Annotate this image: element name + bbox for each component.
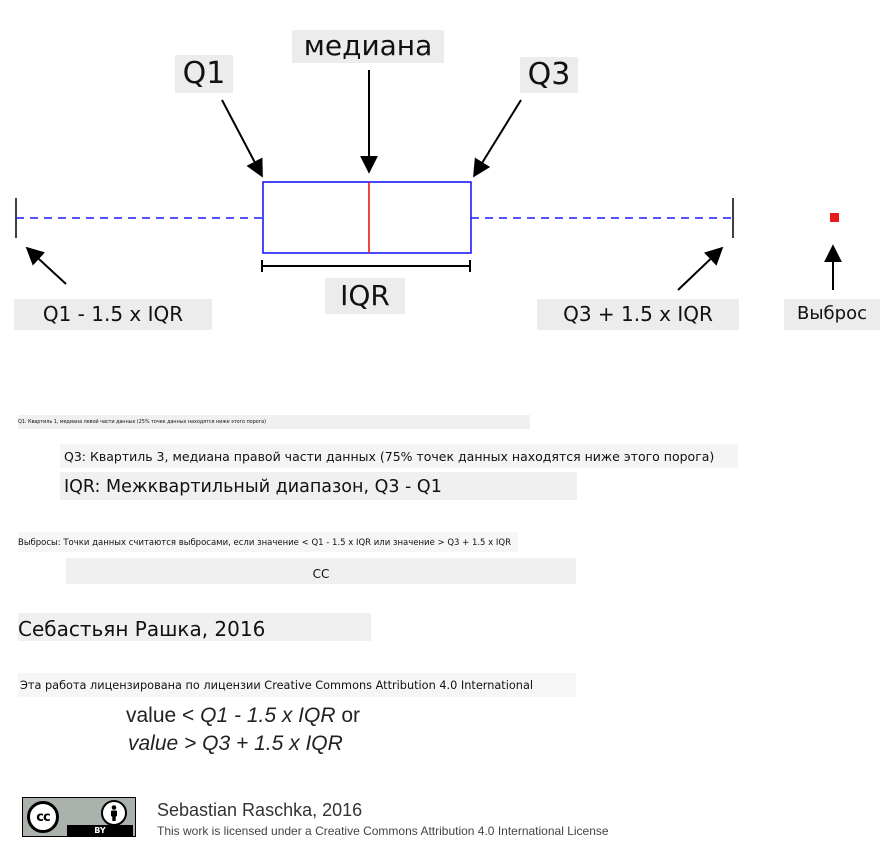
formula-value-lt: value < bbox=[126, 704, 201, 727]
q1-label: Q1 bbox=[175, 55, 233, 93]
formula-or: or bbox=[335, 704, 361, 727]
license-ru: Эта работа лицензирована по лицензии Creative Commons Attribution 4.0 International bbox=[18, 673, 576, 697]
author-ru: Себастьян Рашка, 2016 bbox=[18, 613, 371, 641]
attribution-person-icon bbox=[101, 800, 127, 826]
q1-definition: Q1: Квартиль 1, медиана левой части данных (25% точек данных находятся ниже этого порога) bbox=[18, 415, 530, 429]
formula-q1-expr: Q1 - 1.5 x IQR bbox=[200, 704, 336, 727]
license-credit[interactable]: This work is licensed under a Creative Commons Attribution 4.0 International License bbox=[157, 824, 609, 838]
cc-label: cc bbox=[66, 558, 576, 584]
upper-whisker-label: Q3 + 1.5 x IQR bbox=[537, 299, 739, 330]
cc-icon: cc bbox=[27, 801, 59, 833]
outlier-formula-line2 bbox=[128, 732, 343, 756]
by-label: BY bbox=[67, 825, 133, 836]
q3-definition: Q3: Квартиль 3, медиана правой части данных (75% точек данных находятся ниже этого порога) bbox=[60, 444, 738, 468]
formula-q3-expr: value > Q3 + 1.5 x IQR bbox=[128, 732, 343, 755]
iqr-label: IQR bbox=[325, 278, 405, 314]
median-label: медиана bbox=[292, 30, 444, 63]
outlier-formula-line1 bbox=[126, 704, 360, 728]
q3-arrow bbox=[474, 100, 521, 176]
lower-whisker-arrow bbox=[27, 248, 66, 284]
outliers-definition: Выбросы: Точки данных считаются выбросами, если значение < Q1 - 1.5 x IQR или значение > Q3 + 1.5 x IQR bbox=[18, 532, 518, 552]
lower-whisker-label: Q1 - 1.5 x IQR bbox=[14, 299, 212, 330]
outlier-point bbox=[830, 213, 839, 222]
iqr-definition: IQR: Межквартильный диапазон, Q3 - Q1 bbox=[60, 472, 577, 500]
iqr-box bbox=[263, 182, 471, 253]
q1-arrow bbox=[222, 100, 262, 176]
author-credit: Sebastian Raschka, 2016 bbox=[157, 800, 363, 820]
q3-label: Q3 bbox=[520, 57, 578, 93]
outlier-label: Выброс bbox=[784, 299, 880, 330]
upper-whisker-arrow bbox=[678, 248, 722, 290]
cc-license-badge[interactable] bbox=[22, 797, 136, 837]
